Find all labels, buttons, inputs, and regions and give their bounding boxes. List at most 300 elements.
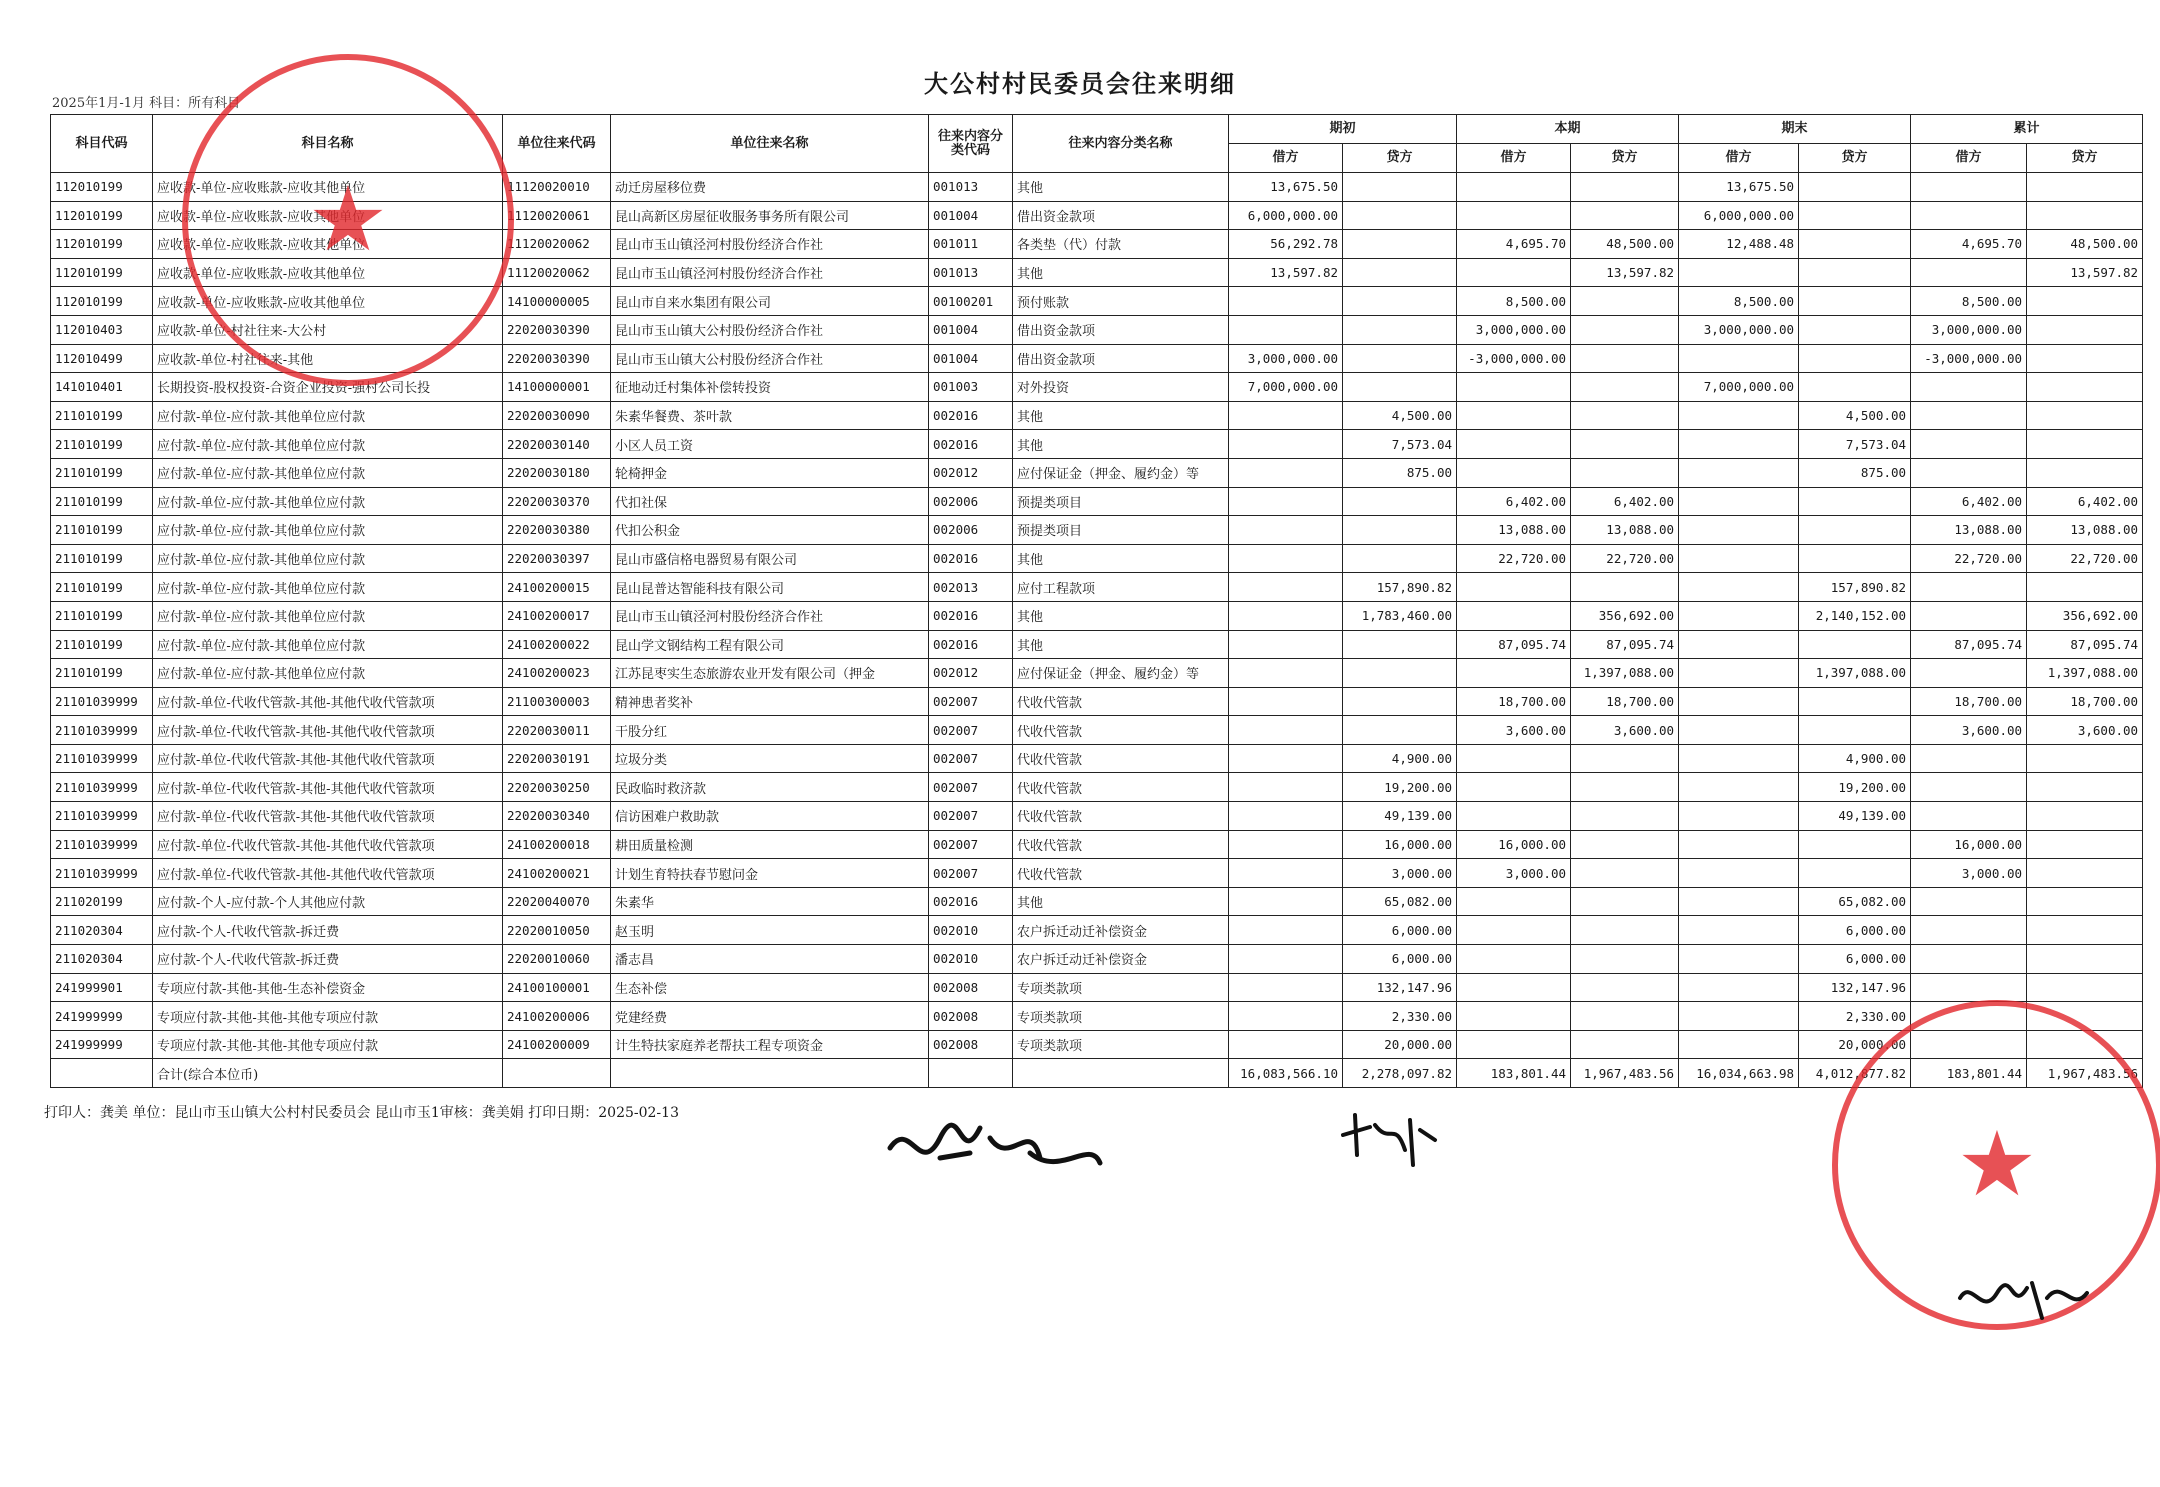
row-subject-name: 应付款-单位-应付款-其他单位应付款	[153, 458, 503, 487]
row-current-debit: 87,095.74	[1457, 630, 1571, 659]
row-closing-debit	[1679, 458, 1799, 487]
row-subject-code: 211010199	[51, 630, 153, 659]
row-opening-debit: 7,000,000.00	[1229, 373, 1343, 402]
row-closing-debit: 6,000,000.00	[1679, 201, 1799, 230]
row-current-debit	[1457, 373, 1571, 402]
row-current-debit	[1457, 973, 1571, 1002]
row-subject-code: 211010199	[51, 601, 153, 630]
seal-star-icon: ★	[1956, 1112, 2038, 1217]
table-row	[51, 773, 2143, 802]
official-seal-committee	[182, 54, 514, 386]
row-closing-credit: 4,500.00	[1799, 401, 1911, 430]
row-class-name: 专项类款项	[1013, 1030, 1229, 1059]
row-subject-code: 112010199	[51, 173, 153, 202]
row-class-name: 借出资金款项	[1013, 315, 1229, 344]
header-closing: 期末	[1679, 115, 1911, 144]
row-closing-credit: 875.00	[1799, 458, 1911, 487]
header-current-credit: 贷方	[1571, 144, 1679, 173]
row-unit-name: 信访困难户救助款	[611, 802, 929, 831]
row-cumulative-credit	[2027, 973, 2143, 1002]
row-opening-debit	[1229, 887, 1343, 916]
row-closing-credit: 49,139.00	[1799, 802, 1911, 831]
header-class-code: 往来内容分类代码	[929, 115, 1013, 173]
row-unit-code: 22020030090	[503, 401, 611, 430]
row-subject-name: 应付款-单位-应付款-其他单位应付款	[153, 573, 503, 602]
row-subject-code: 211010199	[51, 458, 153, 487]
row-opening-debit	[1229, 859, 1343, 888]
row-current-debit: 6,402.00	[1457, 487, 1571, 516]
row-class-name: 代收代管款	[1013, 830, 1229, 859]
row-cumulative-debit	[1911, 887, 2027, 916]
row-subject-code: 112010199	[51, 258, 153, 287]
row-closing-debit	[1679, 773, 1799, 802]
row-unit-code: 11120020010	[503, 173, 611, 202]
row-cumulative-debit	[1911, 201, 2027, 230]
row-unit-code: 22020030390	[503, 344, 611, 373]
row-current-debit	[1457, 945, 1571, 974]
row-closing-debit	[1679, 601, 1799, 630]
row-opening-credit	[1343, 630, 1457, 659]
row-closing-credit	[1799, 859, 1911, 888]
row-closing-credit: 20,000.00	[1799, 1030, 1911, 1059]
row-opening-credit: 20,000.00	[1343, 1030, 1457, 1059]
row-subject-name: 应付款-单位-应付款-其他单位应付款	[153, 516, 503, 545]
row-current-credit: 18,700.00	[1571, 687, 1679, 716]
row-unit-code: 22020030397	[503, 544, 611, 573]
row-unit-name: 昆山学文钢结构工程有限公司	[611, 630, 929, 659]
row-subject-name: 长期投资-股权投资-合资企业投资-强村公司长投	[153, 373, 503, 402]
header-closing-debit: 借方	[1679, 144, 1799, 173]
row-opening-debit	[1229, 544, 1343, 573]
table-row	[51, 945, 2143, 974]
row-current-debit: 18,700.00	[1457, 687, 1571, 716]
row-current-debit	[1457, 458, 1571, 487]
row-closing-credit	[1799, 315, 1911, 344]
row-unit-code: 24100200018	[503, 830, 611, 859]
row-unit-code: 24100200021	[503, 859, 611, 888]
row-cumulative-debit	[1911, 773, 2027, 802]
row-cumulative-credit	[2027, 802, 2143, 831]
row-closing-debit	[1679, 830, 1799, 859]
row-current-debit	[1457, 1002, 1571, 1031]
row-unit-name: 小区人员工资	[611, 430, 929, 459]
row-current-credit	[1571, 744, 1679, 773]
row-opening-credit	[1343, 344, 1457, 373]
row-subject-code: 112010403	[51, 315, 153, 344]
total-opening-credit: 2,278,097.82	[1343, 1059, 1457, 1088]
table-row	[51, 401, 2143, 430]
row-unit-code: 22020030390	[503, 315, 611, 344]
row-subject-name: 应收款-单位-应收账款-应收其他单位	[153, 230, 503, 259]
row-closing-credit: 4,900.00	[1799, 744, 1911, 773]
row-subject-name: 应付款-单位-代收代管款-其他-其他代收代管款项	[153, 859, 503, 888]
row-current-credit	[1571, 1030, 1679, 1059]
header-closing-credit: 贷方	[1799, 144, 1911, 173]
row-current-debit: -3,000,000.00	[1457, 344, 1571, 373]
row-closing-credit: 2,330.00	[1799, 1002, 1911, 1031]
row-class-name: 其他	[1013, 544, 1229, 573]
row-cumulative-credit	[2027, 887, 2143, 916]
row-subject-code: 112010199	[51, 287, 153, 316]
row-current-debit	[1457, 916, 1571, 945]
row-subject-name: 应付款-单位-代收代管款-其他-其他代收代管款项	[153, 716, 503, 745]
row-current-credit: 22,720.00	[1571, 544, 1679, 573]
row-subject-name: 应收款-单位-应收账款-应收其他单位	[153, 173, 503, 202]
row-opening-credit: 6,000.00	[1343, 945, 1457, 974]
total-current-debit: 183,801.44	[1457, 1059, 1571, 1088]
row-subject-name: 应付款-单位-代收代管款-其他-其他代收代管款项	[153, 773, 503, 802]
row-subject-code: 241999999	[51, 1002, 153, 1031]
row-unit-name: 计生特扶家庭养老帮扶工程专项资金	[611, 1030, 929, 1059]
row-opening-credit	[1343, 258, 1457, 287]
row-class-name: 应付保证金（押金、履约金）等	[1013, 458, 1229, 487]
header-cumulative-debit: 借方	[1911, 144, 2027, 173]
row-unit-code: 22020030191	[503, 744, 611, 773]
row-cumulative-debit: 87,095.74	[1911, 630, 2027, 659]
row-opening-credit: 3,000.00	[1343, 859, 1457, 888]
row-subject-code: 211010199	[51, 544, 153, 573]
row-class-code: 002007	[929, 859, 1013, 888]
row-current-credit: 13,088.00	[1571, 516, 1679, 545]
row-class-name: 预提类项目	[1013, 487, 1229, 516]
row-opening-debit	[1229, 659, 1343, 688]
row-subject-code: 21101039999	[51, 687, 153, 716]
row-opening-credit: 132,147.96	[1343, 973, 1457, 1002]
row-subject-code: 211020304	[51, 945, 153, 974]
row-current-credit: 3,600.00	[1571, 716, 1679, 745]
row-class-code: 002013	[929, 573, 1013, 602]
row-unit-code: 24100100001	[503, 973, 611, 1002]
header-subject-code: 科目代码	[51, 115, 153, 173]
row-opening-credit	[1343, 315, 1457, 344]
row-class-code: 001003	[929, 373, 1013, 402]
row-unit-code: 21100300003	[503, 687, 611, 716]
row-subject-code: 211010199	[51, 516, 153, 545]
row-current-debit: 4,695.70	[1457, 230, 1571, 259]
row-opening-debit: 3,000,000.00	[1229, 344, 1343, 373]
row-closing-credit: 6,000.00	[1799, 945, 1911, 974]
row-cumulative-credit: 87,095.74	[2027, 630, 2143, 659]
row-subject-code: 21101039999	[51, 773, 153, 802]
row-cumulative-credit	[2027, 201, 2143, 230]
row-cumulative-credit	[2027, 916, 2143, 945]
row-current-credit: 13,597.82	[1571, 258, 1679, 287]
row-closing-credit	[1799, 487, 1911, 516]
row-opening-credit	[1343, 659, 1457, 688]
row-subject-code: 21101039999	[51, 830, 153, 859]
row-opening-credit	[1343, 287, 1457, 316]
signature-2	[1335, 1105, 1445, 1175]
row-opening-debit	[1229, 430, 1343, 459]
row-unit-name: 党建经费	[611, 1002, 929, 1031]
row-class-code: 002006	[929, 516, 1013, 545]
row-current-debit	[1457, 601, 1571, 630]
row-class-name: 应付保证金（押金、履约金）等	[1013, 659, 1229, 688]
row-current-credit	[1571, 201, 1679, 230]
header-opening: 期初	[1229, 115, 1457, 144]
row-class-code: 00100201	[929, 287, 1013, 316]
row-opening-debit	[1229, 830, 1343, 859]
row-current-credit	[1571, 830, 1679, 859]
row-opening-credit: 4,500.00	[1343, 401, 1457, 430]
row-opening-debit	[1229, 687, 1343, 716]
row-subject-code: 211020304	[51, 916, 153, 945]
row-class-code: 002016	[929, 630, 1013, 659]
row-unit-name: 昆山市玉山镇泾河村股份经济合作社	[611, 601, 929, 630]
total-empty-cell	[611, 1059, 929, 1088]
table-row	[51, 1030, 2143, 1059]
row-closing-debit	[1679, 344, 1799, 373]
row-class-name: 其他	[1013, 601, 1229, 630]
row-unit-name: 昆山市玉山镇泾河村股份经济合作社	[611, 230, 929, 259]
row-cumulative-credit	[2027, 173, 2143, 202]
total-empty-cell	[1013, 1059, 1229, 1088]
table-row	[51, 859, 2143, 888]
row-opening-debit	[1229, 1030, 1343, 1059]
header-opening-debit: 借方	[1229, 144, 1343, 173]
row-class-name: 预付账款	[1013, 287, 1229, 316]
row-unit-code: 24100200017	[503, 601, 611, 630]
table-row	[51, 458, 2143, 487]
row-closing-debit	[1679, 1030, 1799, 1059]
total-row	[51, 1059, 2143, 1088]
row-unit-name: 征地动迁村集体补偿转投资	[611, 373, 929, 402]
row-current-debit: 13,088.00	[1457, 516, 1571, 545]
row-opening-credit: 4,900.00	[1343, 744, 1457, 773]
row-cumulative-debit	[1911, 601, 2027, 630]
row-subject-name: 应付款-个人-代收代管款-拆迁费	[153, 945, 503, 974]
row-cumulative-debit: 8,500.00	[1911, 287, 2027, 316]
row-cumulative-credit	[2027, 430, 2143, 459]
row-unit-name: 昆山市玉山镇大公村股份经济合作社	[611, 344, 929, 373]
row-closing-credit	[1799, 516, 1911, 545]
row-opening-credit: 2,330.00	[1343, 1002, 1457, 1031]
header-current: 本期	[1457, 115, 1679, 144]
row-opening-debit	[1229, 573, 1343, 602]
row-opening-credit: 875.00	[1343, 458, 1457, 487]
row-unit-code: 22020010050	[503, 916, 611, 945]
row-cumulative-debit: 16,000.00	[1911, 830, 2027, 859]
row-closing-debit: 8,500.00	[1679, 287, 1799, 316]
row-closing-debit	[1679, 430, 1799, 459]
table-row	[51, 630, 2143, 659]
table-row	[51, 659, 2143, 688]
total-cumulative-credit: 1,967,483.56	[2027, 1059, 2143, 1088]
row-current-credit	[1571, 458, 1679, 487]
total-closing-credit: 4,012,877.82	[1799, 1059, 1911, 1088]
row-cumulative-debit: 3,600.00	[1911, 716, 2027, 745]
row-subject-name: 专项应付款-其他-其他-其他专项应付款	[153, 1030, 503, 1059]
row-closing-debit	[1679, 859, 1799, 888]
table-row	[51, 973, 2143, 1002]
row-opening-debit: 56,292.78	[1229, 230, 1343, 259]
row-closing-credit: 19,200.00	[1799, 773, 1911, 802]
row-opening-debit	[1229, 973, 1343, 1002]
row-subject-name: 应收款-单位-应收账款-应收其他单位	[153, 258, 503, 287]
row-current-credit: 48,500.00	[1571, 230, 1679, 259]
row-cumulative-credit	[2027, 401, 2143, 430]
row-class-name: 代收代管款	[1013, 802, 1229, 831]
row-current-credit	[1571, 430, 1679, 459]
table-row	[51, 544, 2143, 573]
row-cumulative-debit	[1911, 373, 2027, 402]
row-current-credit: 6,402.00	[1571, 487, 1679, 516]
row-unit-name: 江苏昆枣实生态旅游农业开发有限公司（押金	[611, 659, 929, 688]
row-unit-name: 潘志昌	[611, 945, 929, 974]
row-opening-debit	[1229, 716, 1343, 745]
row-cumulative-debit	[1911, 973, 2027, 1002]
row-opening-credit: 7,573.04	[1343, 430, 1457, 459]
row-unit-name: 昆山昆普达智能科技有限公司	[611, 573, 929, 602]
row-subject-code: 211010199	[51, 430, 153, 459]
row-closing-credit: 157,890.82	[1799, 573, 1911, 602]
row-class-code: 002016	[929, 601, 1013, 630]
row-closing-credit	[1799, 344, 1911, 373]
row-opening-debit: 6,000,000.00	[1229, 201, 1343, 230]
row-closing-debit	[1679, 630, 1799, 659]
row-unit-name: 昆山市盛信格电器贸易有限公司	[611, 544, 929, 573]
row-closing-debit	[1679, 744, 1799, 773]
row-unit-code: 22020030011	[503, 716, 611, 745]
table-row	[51, 573, 2143, 602]
print-footer: 打印人：龚美 单位：昆山市玉山镇大公村村民委员会 昆山市玉1审核：龚美娟 打印日期：2025-02-13	[44, 1105, 679, 1121]
row-opening-credit	[1343, 230, 1457, 259]
row-class-code: 002007	[929, 830, 1013, 859]
page-title: 大公村村民委员会往来明细	[924, 69, 1236, 98]
row-unit-code: 22020030370	[503, 487, 611, 516]
row-current-debit: 3,000,000.00	[1457, 315, 1571, 344]
row-subject-name: 应收款-单位-应收账款-应收其他单位	[153, 201, 503, 230]
row-class-code: 002016	[929, 544, 1013, 573]
row-cumulative-credit	[2027, 458, 2143, 487]
row-class-code: 002008	[929, 973, 1013, 1002]
row-subject-name: 应付款-单位-代收代管款-其他-其他代收代管款项	[153, 744, 503, 773]
row-closing-credit: 6,000.00	[1799, 916, 1911, 945]
row-subject-name: 应付款-单位-应付款-其他单位应付款	[153, 544, 503, 573]
row-current-credit: 1,397,088.00	[1571, 659, 1679, 688]
row-current-credit	[1571, 373, 1679, 402]
row-class-code: 002007	[929, 744, 1013, 773]
row-class-code: 001004	[929, 201, 1013, 230]
row-class-name: 其他	[1013, 401, 1229, 430]
row-class-name: 应付工程款项	[1013, 573, 1229, 602]
row-unit-code: 24100200006	[503, 1002, 611, 1031]
header-cumulative-credit: 贷方	[2027, 144, 2143, 173]
row-class-code: 002010	[929, 945, 1013, 974]
row-subject-code: 21101039999	[51, 859, 153, 888]
table-row	[51, 1002, 2143, 1031]
row-unit-name: 赵玉明	[611, 916, 929, 945]
row-unit-name: 朱素华餐费、茶叶款	[611, 401, 929, 430]
row-class-code: 002016	[929, 430, 1013, 459]
row-opening-credit	[1343, 173, 1457, 202]
row-cumulative-credit: 13,597.82	[2027, 258, 2143, 287]
row-current-debit: 3,600.00	[1457, 716, 1571, 745]
row-class-code: 001013	[929, 173, 1013, 202]
row-opening-debit	[1229, 744, 1343, 773]
row-class-code: 001013	[929, 258, 1013, 287]
row-cumulative-credit: 6,402.00	[2027, 487, 2143, 516]
row-current-credit	[1571, 773, 1679, 802]
signature-1	[880, 1108, 1110, 1188]
row-closing-debit	[1679, 887, 1799, 916]
row-class-name: 预提类项目	[1013, 516, 1229, 545]
row-closing-debit	[1679, 716, 1799, 745]
row-opening-debit	[1229, 487, 1343, 516]
total-opening-debit: 16,083,566.10	[1229, 1059, 1343, 1088]
row-subject-code: 211010199	[51, 659, 153, 688]
row-unit-name: 生态补偿	[611, 973, 929, 1002]
row-opening-credit	[1343, 544, 1457, 573]
seal-star-icon: ★	[307, 167, 389, 272]
row-cumulative-credit: 1,397,088.00	[2027, 659, 2143, 688]
row-closing-debit	[1679, 573, 1799, 602]
row-unit-name: 垃圾分类	[611, 744, 929, 773]
row-cumulative-debit	[1911, 173, 2027, 202]
report-period: 2025年1月-1月 科目：所有科目	[52, 96, 241, 111]
row-unit-code: 14100000001	[503, 373, 611, 402]
row-unit-code: 14100000005	[503, 287, 611, 316]
row-opening-credit: 19,200.00	[1343, 773, 1457, 802]
row-current-debit: 22,720.00	[1457, 544, 1571, 573]
row-subject-name: 应付款-单位-应付款-其他单位应付款	[153, 430, 503, 459]
row-class-code: 002012	[929, 458, 1013, 487]
row-unit-code: 24100200015	[503, 573, 611, 602]
row-opening-credit	[1343, 516, 1457, 545]
row-subject-code: 241999901	[51, 973, 153, 1002]
row-closing-credit	[1799, 258, 1911, 287]
row-opening-credit: 1,783,460.00	[1343, 601, 1457, 630]
row-closing-credit	[1799, 287, 1911, 316]
row-unit-code: 22020030340	[503, 802, 611, 831]
row-current-credit	[1571, 287, 1679, 316]
row-subject-name: 应收款-单位-村社往来-大公村	[153, 315, 503, 344]
row-subject-code: 21101039999	[51, 716, 153, 745]
row-current-credit	[1571, 315, 1679, 344]
row-cumulative-debit	[1911, 802, 2027, 831]
row-opening-credit	[1343, 716, 1457, 745]
row-unit-code: 24100200022	[503, 630, 611, 659]
row-closing-credit	[1799, 544, 1911, 573]
row-closing-credit	[1799, 373, 1911, 402]
row-opening-debit	[1229, 1002, 1343, 1031]
total-code-cell	[51, 1059, 153, 1088]
row-class-code: 002008	[929, 1030, 1013, 1059]
total-empty-cell	[503, 1059, 611, 1088]
row-subject-name: 专项应付款-其他-其他-生态补偿资金	[153, 973, 503, 1002]
row-opening-debit	[1229, 287, 1343, 316]
row-closing-debit	[1679, 973, 1799, 1002]
row-current-debit	[1457, 430, 1571, 459]
row-class-name: 其他	[1013, 173, 1229, 202]
row-class-code: 002007	[929, 802, 1013, 831]
row-subject-code: 211010199	[51, 573, 153, 602]
row-class-name: 其他	[1013, 630, 1229, 659]
row-subject-name: 应付款-个人-代收代管款-拆迁费	[153, 916, 503, 945]
row-opening-debit	[1229, 315, 1343, 344]
row-class-name: 专项类款项	[1013, 1002, 1229, 1031]
row-class-name: 代收代管款	[1013, 716, 1229, 745]
row-closing-debit	[1679, 516, 1799, 545]
row-subject-name: 专项应付款-其他-其他-其他专项应付款	[153, 1002, 503, 1031]
row-subject-code: 211010199	[51, 401, 153, 430]
table-row	[51, 430, 2143, 459]
row-class-name: 代收代管款	[1013, 687, 1229, 716]
row-subject-code: 211020199	[51, 887, 153, 916]
row-unit-name: 代扣公积金	[611, 516, 929, 545]
row-unit-code: 22020010060	[503, 945, 611, 974]
row-cumulative-debit	[1911, 573, 2027, 602]
